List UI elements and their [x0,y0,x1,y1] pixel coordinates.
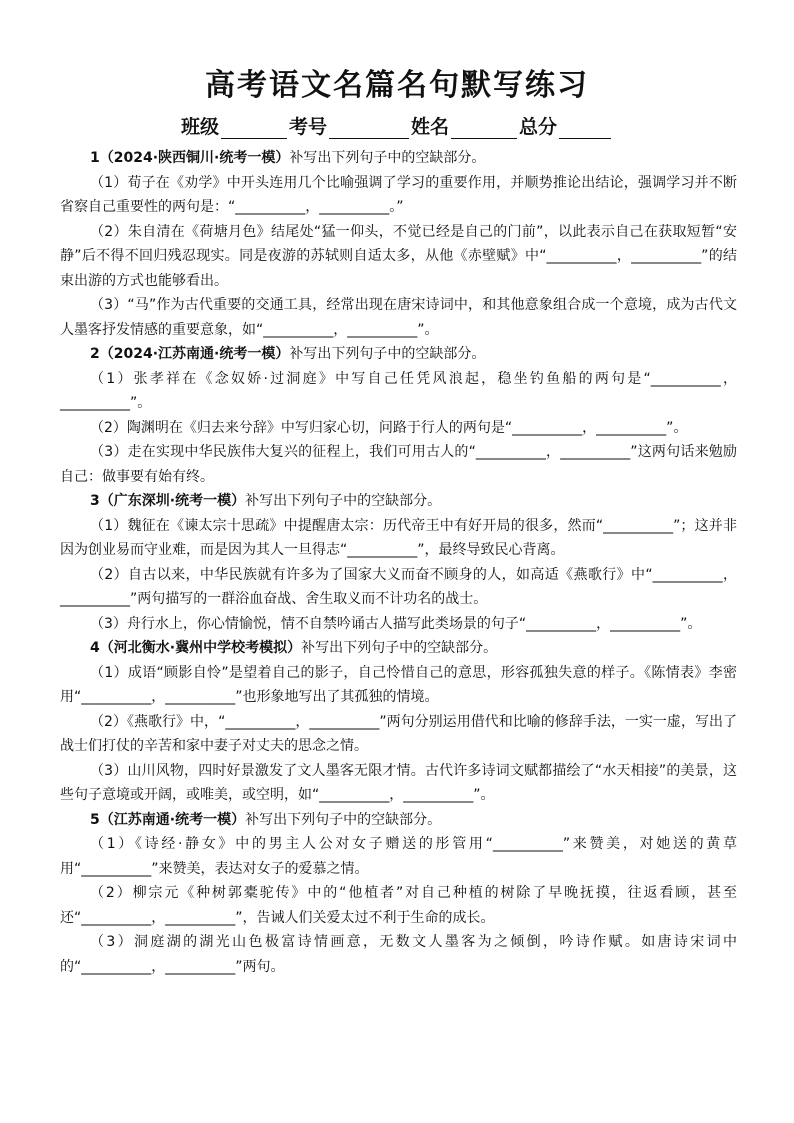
question-1 [60,146,737,342]
question-header [60,342,737,367]
question-header [60,489,737,514]
student-info-line [0,112,794,139]
question-number: 1 [90,150,100,166]
name-label: 姓名 [411,116,450,138]
question-number: 3 [90,493,100,509]
question-item: （3）洞庭湖的湖光山色极富诗情画意，无数文人墨客为之倾倒，吟诗作赋。如唐诗宋词中的“__________，__________”两句。 [60,934,737,975]
question-number: 5 [90,811,100,828]
question-item: （1）荀子在《劝学》中开头连用几个比喻强调了学习的重要作用，并顺势推论出结论，强调学习并不断省察自己重要性的两句是：“__________，__________。” [60,174,737,215]
class-label: 班级 [180,116,219,138]
question-number: 2 [90,346,100,362]
question-header [60,146,737,171]
question-source: （河北衡水·冀州中学校考模拟） [99,640,302,656]
question-item: （2）柳宗元《种树郭橐驼传》中的“他植者”对自己种植的树除了早晚抚摸，往返看顾，甚至还“__________，__________”，告诫人们关爱太过不利于生命的成长。 [60,885,737,926]
class-blank [221,120,287,139]
question-item: （3）山川风物，四时好景激发了文人墨客无限才情。古代许多诗词文赋都描绘了“水天相接”的美景，这些句子意境或开阔，或唯美，或空明，如“__________，__________”。 [60,762,737,803]
question-4 [60,636,737,808]
question-instruction: 补写出下列句子中的空缺部分。 [245,493,442,509]
question-item: （3）舟行水上，你心情愉悦，情不自禁吟诵古人描写此类场景的句子“__________，__________”。 [90,615,702,632]
question-item: （2）自古以来，中华民族就有许多为了国家大义而奋不顾身的人，如高适《燕歌行》中“__________，__________”两句描写的一群浴血奋战、舍生取义而不计功名的战士。 [60,566,737,607]
question-item: （2）陶渊明在《归去来兮辞》中写归家心切，问路于行人的两句是“__________，__________”。 [90,419,688,436]
page-title: 高考语文名篇名句默写练习 [205,68,589,103]
question-item: （1）成语“顾影自怜”是望着自己的影子，自己怜惜自己的意思，形容孤独失意的样子。《陈情表》李密用“__________，__________”也形象地写出了其孤独的情境。 [60,664,737,705]
question-instruction: 补写出下列句子中的空缺部分。 [301,640,498,656]
name-blank [451,120,517,139]
question-list [60,146,737,979]
question-item: （2）朱自清在《荷塘月色》结尾处“猛一仰头，不觉已经是自己的门前”，以此表示自己在获取短暂“安静”后不得不回归残忍现实。同是夜游的苏轼则自适太多，从他《赤壁赋》中“__________，__________”的结束出游的方式也能够看出。 [60,223,737,289]
question-header [60,808,737,833]
question-header [60,636,737,661]
question-instruction: 补写出下列句子中的空缺部分。 [289,150,486,166]
question-item: （1）魏征在《谏太宗十思疏》中提醒唐太宗：历代帝王中有好开局的很多，然而“__________”；这并非因为创业易而守业难，而是因为其人一旦得志“__________”，最终导致民心背离。 [60,517,737,558]
question-item: （2）《燕歌行》中，“__________，__________”两句分别运用借代和比喻的修辞手法，一实一虚，写出了战士们打仗的辛苦和家中妻子对丈夫的思念之情。 [60,713,737,754]
number-label: 考号 [288,116,327,138]
score-blank [559,120,611,139]
question-source: （广东深圳·统考一模） [99,493,246,509]
question-item: （1）《诗经·静女》中的男主人公对女子赠送的彤管用“__________”来赞美，对她送的黄草用“__________”来赞美，表达对女子的爱慕之情。 [60,836,737,877]
question-source: （江苏南通·统考一模） [99,811,246,828]
question-5 [60,808,737,980]
question-number: 4 [90,640,100,656]
question-3 [60,489,737,636]
question-instruction: 补写出下列句子中的空缺部分。 [289,346,486,362]
question-source: （2024·江苏南通·统考一模） [99,346,290,362]
question-item: （3）“马”作为古代重要的交通工具，经常出现在唐宋诗词中，和其他意象组合成一个意境，成为古代文人墨客抒发情感的重要意象，如“__________，__________”。 [60,297,737,338]
question-2 [60,342,737,489]
question-item: （1）张孝祥在《念奴娇·过洞庭》中写自己任凭风浪起，稳坐钓鱼船的两句是“__________，__________”。 [60,370,737,411]
number-blank [329,120,409,139]
question-source: （2024·陕西铜川·统考一模） [99,150,290,166]
question-instruction: 补写出下列句子中的空缺部分。 [245,811,442,828]
score-label: 总分 [519,116,558,138]
question-item: （3）走在实现中华民族伟大复兴的征程上，我们可用古人的“__________，__________”这两句话来勉励自己：做事要有始有终。 [60,444,737,485]
